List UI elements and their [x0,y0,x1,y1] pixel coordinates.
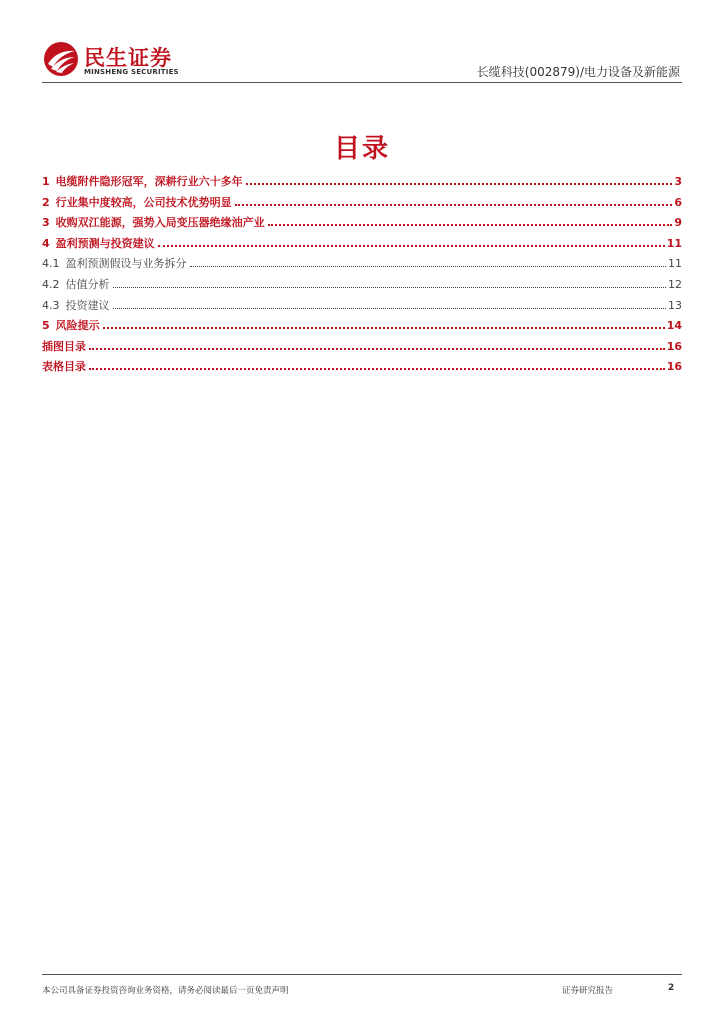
footer-disclaimer: 本公司具备证券投资咨询业务资格，请务必阅读最后一页免责声明 [42,986,289,996]
toc-entry-title: 盈利预测与投资建议 [55,236,155,250]
toc-entry-title: 收购双江能源，强势入局变压器绝缘油产业 [55,216,265,230]
toc-entry-number: 4 [42,236,50,250]
footer-page-number: 2 [668,983,675,993]
toc-entry[interactable] [42,297,682,318]
toc-entry-page: 16 [666,360,682,374]
toc-entry-number: 4.3 [42,298,60,312]
document-title: 长缆科技(002879)/电力设备及新能源 [476,65,680,79]
toc-entry-page: 3 [674,175,682,188]
minsheng-logo [42,40,182,80]
page-header [0,0,724,90]
toc-entry-title: 风险提示 [55,319,100,333]
minsheng-logo-icon [42,40,80,78]
toc-entry[interactable] [42,235,682,256]
toc-dot-leader [190,265,667,267]
toc-entry-number: 2 [42,195,50,209]
toc-dot-leader [268,223,673,226]
toc-entry[interactable] [42,338,682,359]
toc-entry-title: 行业集中度较高，公司技术优势明显 [55,195,232,209]
toc-entry-title: 插图目录 [42,339,86,353]
toc-entry-page: 9 [674,216,682,230]
toc-dot-leader [89,347,665,350]
toc-entry-number: 4.1 [42,257,60,271]
header-divider [42,82,682,83]
toc-dot-leader [246,182,673,185]
logo-en-text: MINSHENG SECURITIES [84,68,179,76]
toc-entry-title: 估值分析 [65,277,110,291]
toc-entry-page: 13 [668,298,682,312]
table-of-contents [42,173,682,379]
toc-dot-leader [113,286,667,288]
toc-entry[interactable] [42,276,682,297]
toc-entry-page: 14 [666,319,682,333]
toc-entry-page: 6 [674,195,682,209]
toc-entry-page: 16 [666,339,682,353]
toc-heading: 目录 [333,134,390,164]
toc-dot-leader [235,203,673,206]
toc-entry[interactable] [42,214,682,235]
toc-entry-number: 4.2 [42,277,60,291]
toc-entry-number: 3 [42,216,50,230]
toc-entry[interactable] [42,358,682,379]
footer-report-type: 证券研究报告 [562,986,614,996]
toc-dot-leader [103,326,665,329]
toc-entry-number: 5 [42,319,50,333]
footer-divider [42,974,682,975]
toc-entry[interactable] [42,255,682,276]
toc-entry[interactable] [42,173,682,194]
toc-entry-page: 12 [668,277,682,291]
toc-entry[interactable] [42,194,682,215]
toc-entry-page: 11 [668,257,682,271]
toc-dot-leader [89,367,665,370]
toc-entry-title: 电缆附件隐形冠军，深耕行业六十多年 [55,175,243,188]
toc-entry[interactable] [42,317,682,338]
toc-entry-title: 盈利预测假设与业务拆分 [65,257,187,271]
toc-dot-leader [158,244,665,247]
logo-cn-text: 民生证券 [84,46,172,70]
toc-entry-number: 1 [42,175,50,188]
toc-dot-leader [113,307,667,309]
toc-entry-title: 投资建议 [65,298,110,312]
toc-entry-page: 11 [666,236,682,250]
toc-entry-title: 表格目录 [42,360,86,374]
